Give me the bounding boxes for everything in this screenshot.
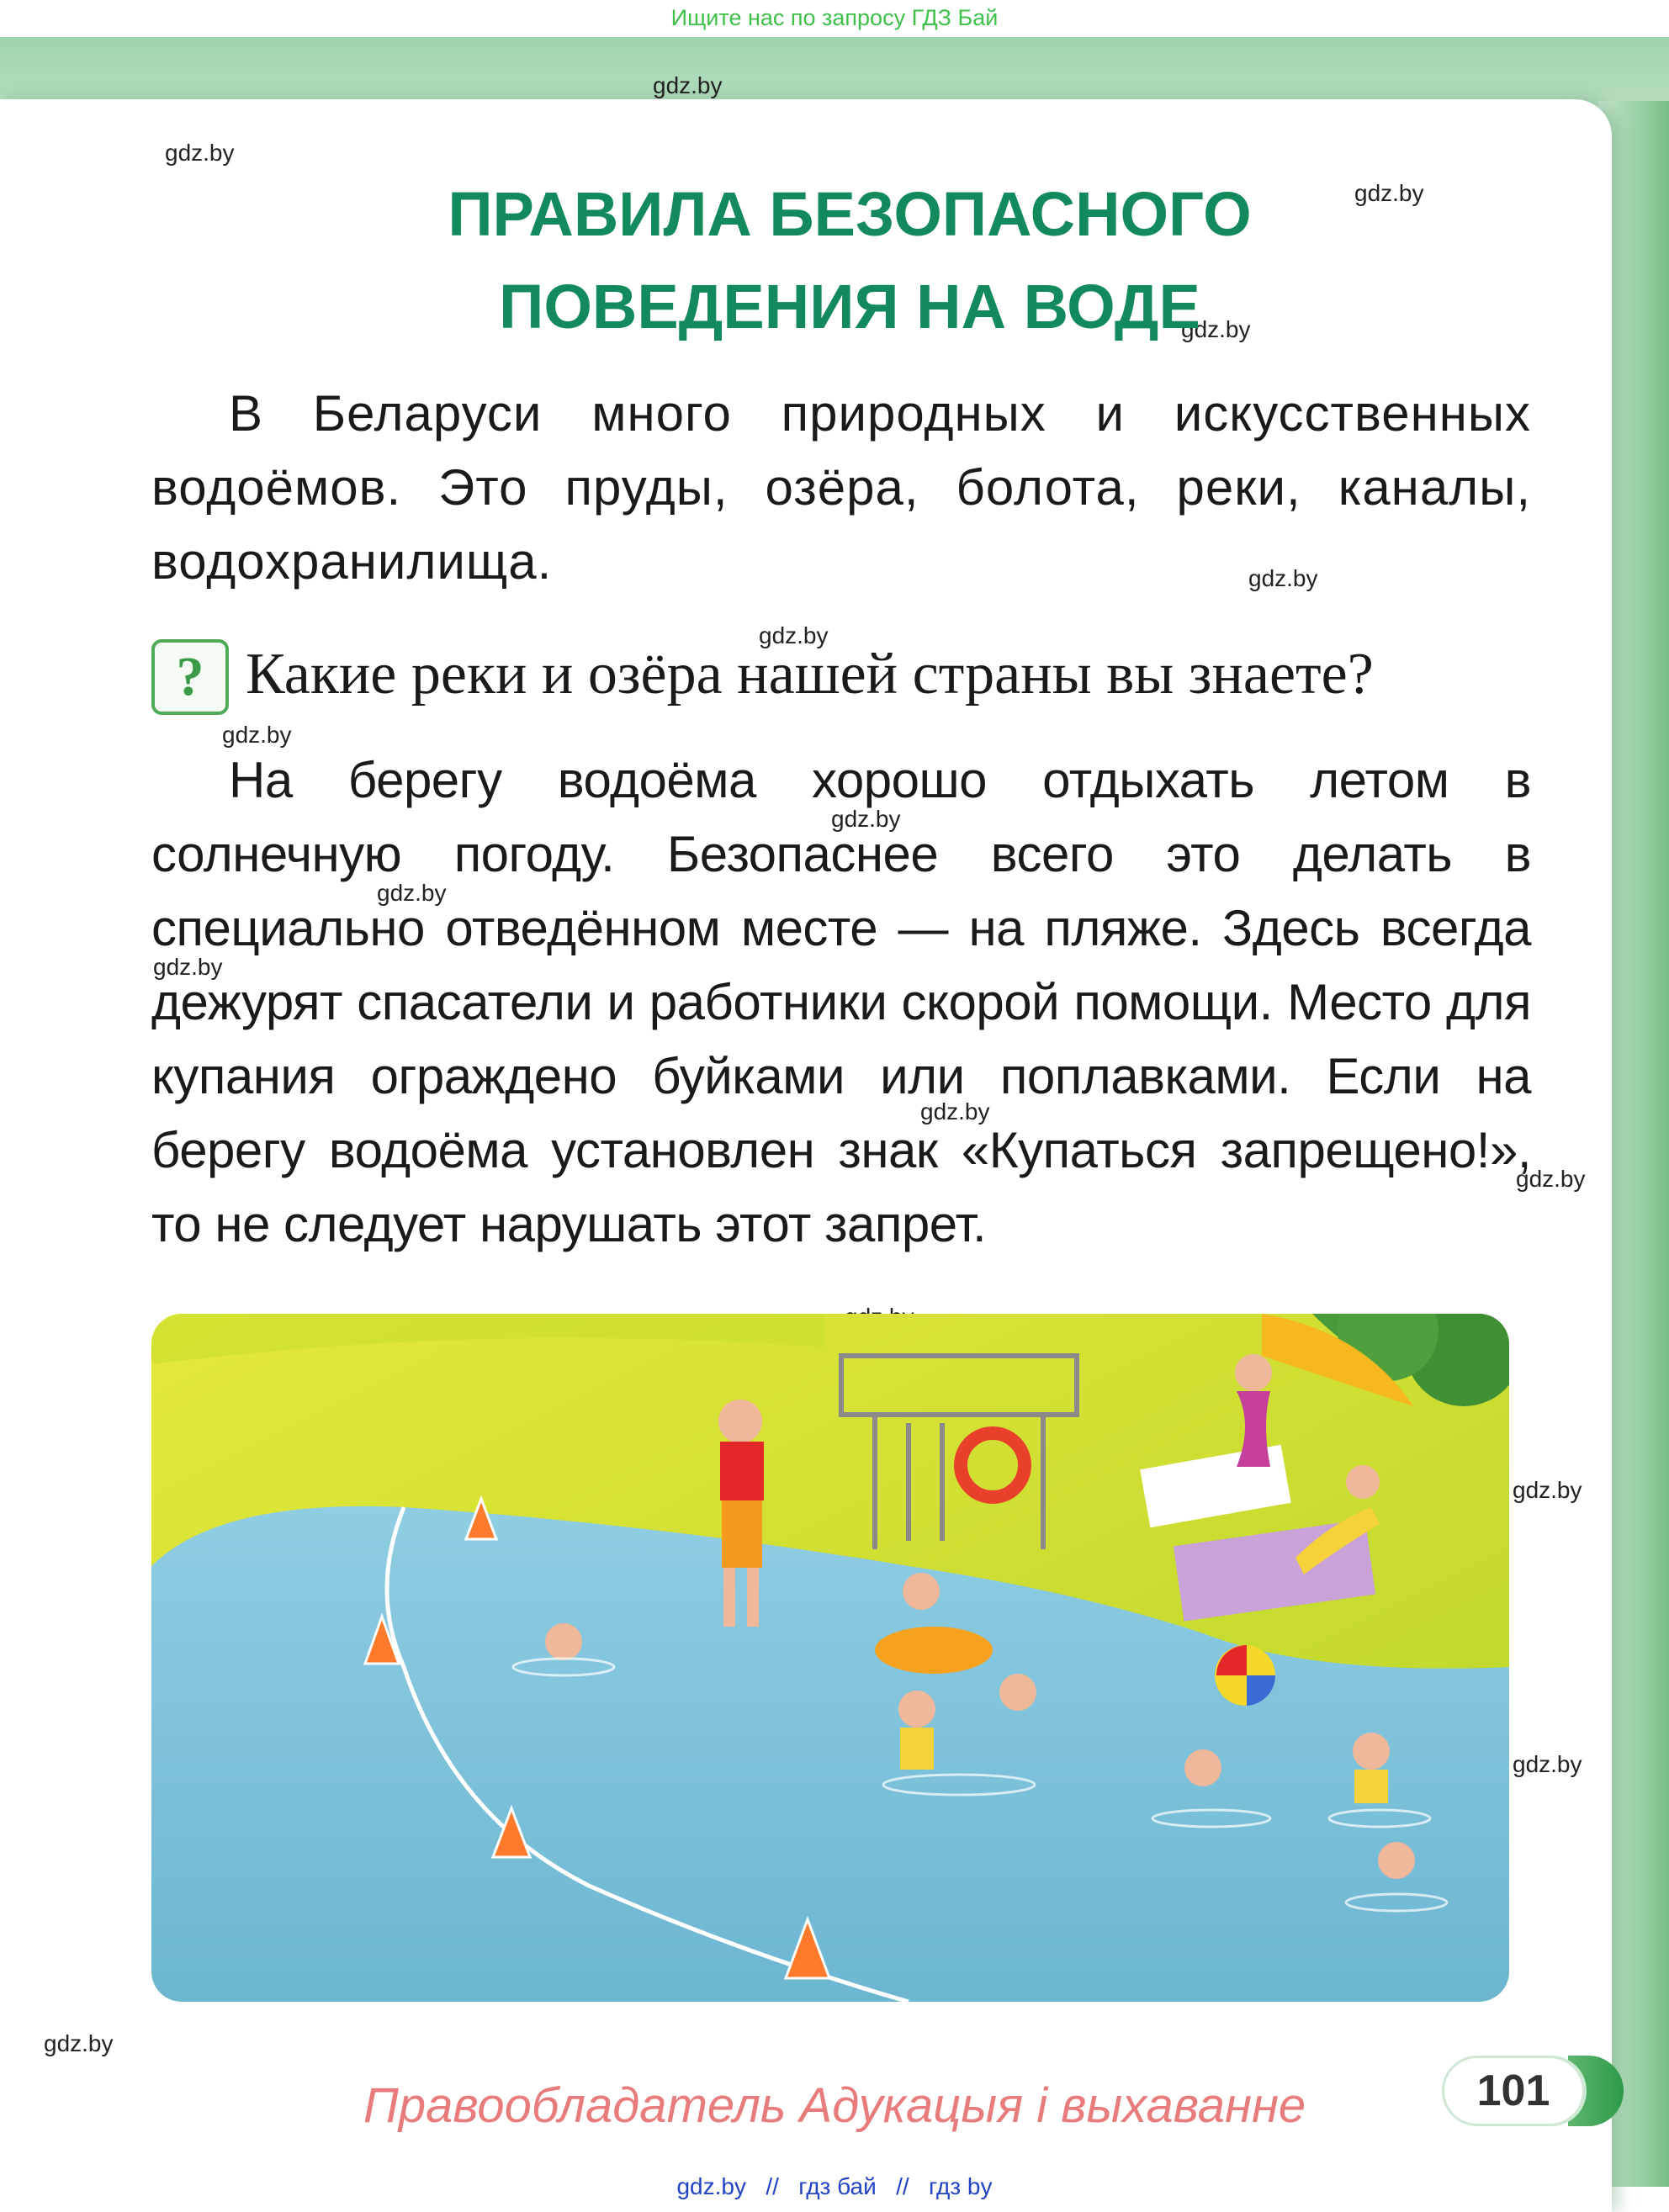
question-mark-icon: ?	[151, 639, 229, 715]
footer-separator: //	[896, 2173, 909, 2199]
watermark: gdz.by	[759, 622, 829, 648]
watermark: gdz.by	[653, 72, 723, 98]
footer-links	[0, 2173, 1669, 2200]
watermark: gdz.by	[831, 806, 901, 832]
footer-link-gdz-bai[interactable]: гдз бай	[798, 2173, 877, 2199]
paragraph-intro: В Беларуси много природных и искусственных водоёмов. Это пруды, озёра, болота, реки, каналы, водохранилища.	[151, 385, 1531, 590]
footer-link-gdz-by[interactable]: gdz.by	[676, 2173, 746, 2199]
watermark: gdz.by	[1513, 1751, 1582, 1777]
watermark: gdz.by	[920, 1098, 990, 1125]
watermark: gdz.by	[1248, 565, 1318, 591]
footer-separator: //	[766, 2173, 779, 2199]
page-title-line2: ПОВЕДЕНИЯ НА ВОДЕ	[499, 272, 1200, 341]
beach-scene-illustration	[151, 1314, 1509, 2002]
page-number: 101	[1442, 2056, 1585, 2126]
top-banner: Ищите нас по запросу ГДЗ Бай	[670, 5, 999, 30]
watermark: gdz.by	[1181, 316, 1251, 342]
watermark: gdz.by	[222, 722, 292, 748]
watermark: gdz.by	[44, 2030, 114, 2056]
question-text: Какие реки и озёра нашей страны вы знаете?	[246, 642, 1374, 706]
beach-scene-icon	[151, 1314, 1509, 2002]
watermark: gdz.by	[377, 880, 447, 906]
paragraph-beach-rules: На берегу водоёма хорошо отдыхать летом в солнечную погоду. Безопаснее всего это делать в специально отведённом месте — на пляже. Здесь всегда дежурят спасатели и работники скорой помощи. Место для купания ограждено буйками или поплавками. Если на берегу водоёма установлен знак «Купаться запрещено!», то не следует нарушать этот запрет.	[151, 752, 1531, 1252]
watermark: gdz.by	[153, 954, 223, 980]
watermark: gdz.by	[165, 140, 235, 166]
copyright-notice: Правообладатель Адукацыя і выхаванне	[363, 2078, 1306, 2133]
page-title-line1: ПРАВИЛА БЕЗОПАСНОГО	[448, 179, 1252, 249]
question-block	[151, 632, 1565, 717]
watermark: gdz.by	[1354, 180, 1424, 206]
watermark: gdz.by	[1513, 1477, 1582, 1503]
watermark: gdz.by	[1516, 1166, 1586, 1192]
page-title	[252, 168, 1447, 353]
footer-link-gdz-by-cyr[interactable]: гдз by	[929, 2173, 993, 2199]
